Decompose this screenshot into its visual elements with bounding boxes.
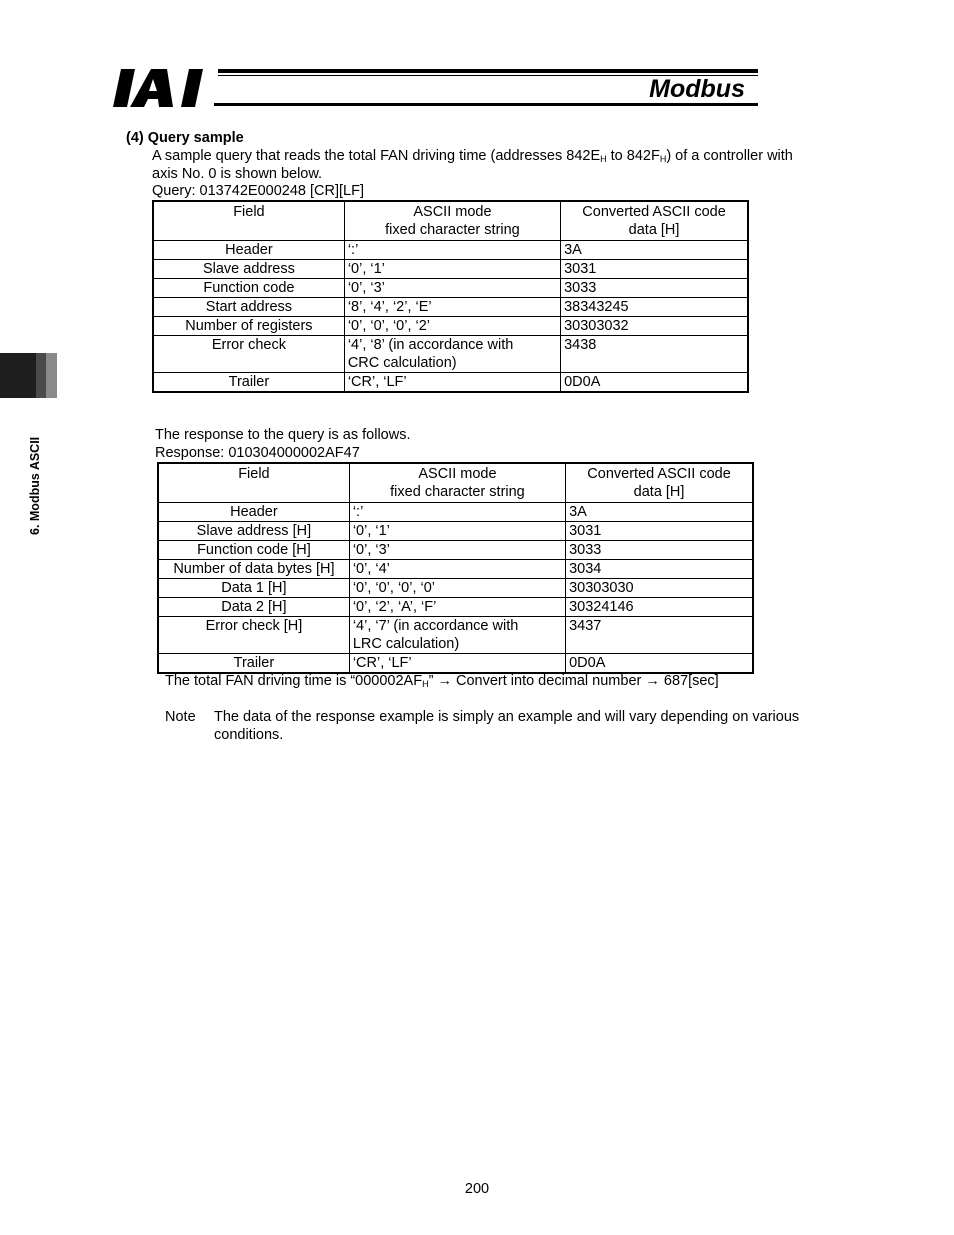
table-row xyxy=(153,241,748,260)
ascii-code-cell: 3A xyxy=(561,241,748,260)
table-header-cell: Converted ASCII code data [H] xyxy=(561,201,748,241)
header-rule-top xyxy=(218,69,758,73)
field-cell: Data 1 [H] xyxy=(158,579,349,598)
section-intro-line1: A sample query that reads the total FAN driving time (addresses $842E_H$ to $842F_H$) of a controller with xyxy=(152,148,793,164)
ascii-string-cell: ‘4’, ‘8’ (in accordance with CRC calculation) xyxy=(344,336,560,373)
note-label: Note xyxy=(165,709,196,725)
note-text: The data of the response example is simply an example and will vary depending on various conditions. xyxy=(214,709,800,743)
ascii-string-cell: ‘0’, ‘4’ xyxy=(349,560,565,579)
table-header-cell: Converted ASCII code data [H] xyxy=(566,463,753,503)
chapter-side-label: 6. Modbus ASCII xyxy=(28,436,42,535)
response-table xyxy=(157,462,754,674)
table-row xyxy=(153,317,748,336)
ascii-code-cell: 38343245 xyxy=(561,298,748,317)
field-cell: Start address xyxy=(153,298,344,317)
ascii-code-cell: 30324146 xyxy=(566,598,753,617)
field-cell: Header xyxy=(153,241,344,260)
ascii-string-cell: ‘CR’, ‘LF’ xyxy=(344,373,560,393)
query-label: Query: 013742E000248 [CR][LF] xyxy=(152,183,364,199)
field-cell: Data 2 [H] xyxy=(158,598,349,617)
ascii-string-cell: ‘8’, ‘4’, ‘2’, ‘E’ xyxy=(344,298,560,317)
ascii-code-cell: 3A xyxy=(566,503,753,522)
ascii-string-cell: ‘:’ xyxy=(344,241,560,260)
ascii-code-cell: 3034 xyxy=(566,560,753,579)
table-header-cell: ASCII mode fixed character string xyxy=(344,201,560,241)
ascii-code-cell: 3033 xyxy=(566,541,753,560)
table-row xyxy=(158,579,753,598)
chapter-tab-block xyxy=(0,353,36,398)
chapter-tab-block xyxy=(46,353,57,398)
table-row xyxy=(158,598,753,617)
table-row xyxy=(158,522,753,541)
iai-logo xyxy=(113,69,213,107)
table-row xyxy=(153,279,748,298)
field-cell: Number of data bytes [H] xyxy=(158,560,349,579)
field-cell: Header xyxy=(158,503,349,522)
response-label: Response: 010304000002AF47 xyxy=(155,445,360,461)
table-row xyxy=(158,617,753,654)
conversion-text: The total FAN driving time is “$000002AF_H$” → Convert into decimal number → 687[sec] xyxy=(165,673,719,689)
table-row xyxy=(153,373,748,393)
section-heading: (4) Query sample xyxy=(126,130,244,146)
ascii-string-cell: ‘:’ xyxy=(349,503,565,522)
ascii-string-cell: ‘0’, ‘1’ xyxy=(344,260,560,279)
ascii-code-cell: 3031 xyxy=(561,260,748,279)
table-row xyxy=(158,560,753,579)
table-header-row xyxy=(158,463,753,503)
chapter-tab-block xyxy=(36,353,46,398)
ascii-code-cell: 3031 xyxy=(566,522,753,541)
ascii-code-cell: 3437 xyxy=(566,617,753,654)
field-cell: Slave address xyxy=(153,260,344,279)
table-header-cell: Field xyxy=(158,463,349,503)
table-row xyxy=(153,298,748,317)
table-header-cell: ASCII mode fixed character string xyxy=(349,463,565,503)
table-header-row xyxy=(153,201,748,241)
field-cell: Trailer xyxy=(158,654,349,674)
field-cell: Function code xyxy=(153,279,344,298)
ascii-code-cell: 0D0A xyxy=(566,654,753,674)
header-title: Modbus xyxy=(649,75,745,103)
ascii-string-cell: ‘0’, ‘3’ xyxy=(349,541,565,560)
table-row xyxy=(158,503,753,522)
table-row xyxy=(153,260,748,279)
ascii-code-cell: 0D0A xyxy=(561,373,748,393)
field-cell: Slave address [H] xyxy=(158,522,349,541)
field-cell: Error check [H] xyxy=(158,617,349,654)
ascii-string-cell: ‘0’, ‘1’ xyxy=(349,522,565,541)
field-cell: Function code [H] xyxy=(158,541,349,560)
field-cell: Trailer xyxy=(153,373,344,393)
page-number: 200 xyxy=(464,1181,490,1197)
ascii-string-cell: ‘4’, ‘7’ (in accordance with LRC calculation) xyxy=(349,617,565,654)
field-cell: Error check xyxy=(153,336,344,373)
ascii-code-cell: 3033 xyxy=(561,279,748,298)
ascii-string-cell: ‘CR’, ‘LF’ xyxy=(349,654,565,674)
ascii-code-cell: 30303032 xyxy=(561,317,748,336)
section-intro-line2: axis No. 0 is shown below. xyxy=(152,166,323,182)
table-row xyxy=(158,654,753,674)
response-intro: The response to the query is as follows. xyxy=(155,427,411,443)
table-row xyxy=(153,336,748,373)
ascii-string-cell: ‘0’, ‘0’, ‘0’, ‘0’ xyxy=(349,579,565,598)
query-table xyxy=(152,200,749,393)
ascii-string-cell: ‘0’, ‘3’ xyxy=(344,279,560,298)
field-cell: Number of registers xyxy=(153,317,344,336)
table-header-cell: Field xyxy=(153,201,344,241)
table-row xyxy=(158,541,753,560)
ascii-string-cell: ‘0’, ‘2’, ‘A’, ‘F’ xyxy=(349,598,565,617)
ascii-code-cell: 3438 xyxy=(561,336,748,373)
ascii-code-cell: 30303030 xyxy=(566,579,753,598)
ascii-string-cell: ‘0’, ‘0’, ‘0’, ‘2’ xyxy=(344,317,560,336)
